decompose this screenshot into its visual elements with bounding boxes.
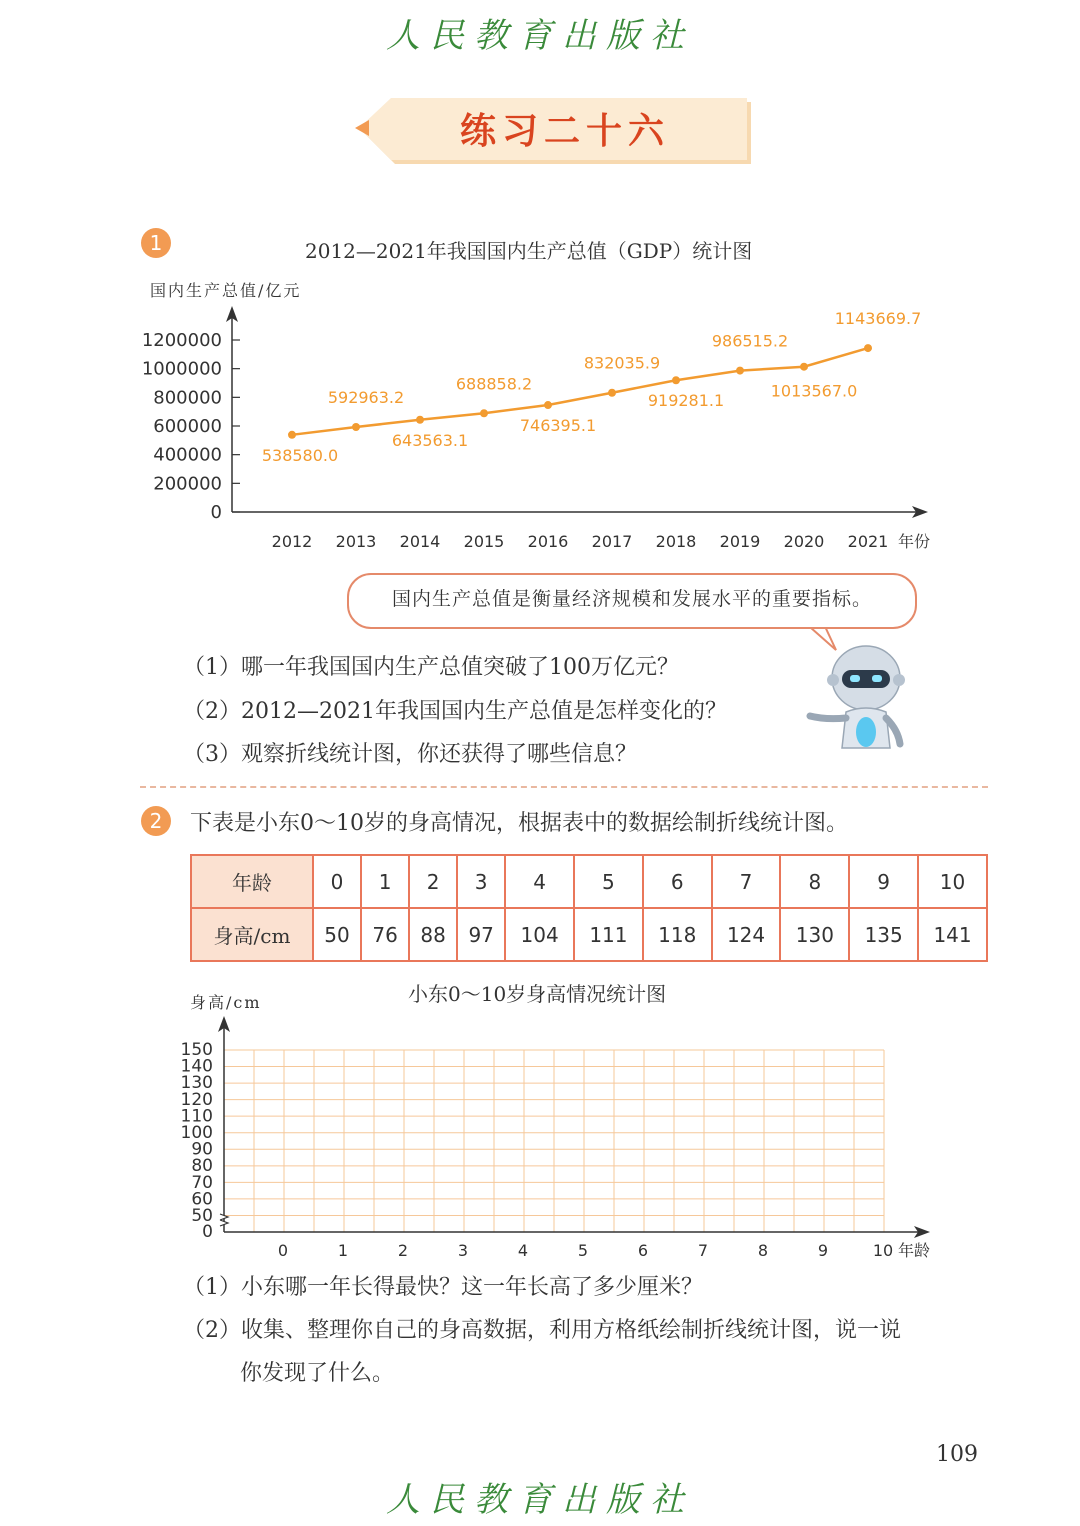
gdp-x-tick-label: 2013 [335,532,377,551]
gdp-chart-title: 2012—2021年我国国内生产总值（GDP）统计图 [305,239,753,263]
height-y-tick-label: 140 [180,1056,213,1077]
gdp-data-point [352,423,360,431]
gdp-data-label: 688858.2 [455,374,533,394]
height-y-tick-label: 80 [191,1156,213,1177]
table-cell: 135 [849,908,918,961]
height-y-tick-label: 100 [180,1123,213,1143]
publisher-footer: 人民教育出版社 [386,1480,694,1520]
gdp-data-label: 592963.2 [327,388,405,408]
height-y-tick-label: 0 [202,1222,213,1242]
table-cell: 8 [780,855,849,908]
table-cell: 4 [505,855,574,908]
gdp-line-chart [0,300,1080,562]
table-cell: 124 [712,908,781,961]
gdp-y-tick-label: 200000 [153,473,222,495]
gdp-x-axis-unit: 年份 [898,532,931,551]
height-x-tick-label: 8 [757,1241,769,1260]
table-cell: 97 [457,908,505,961]
table-cell: 9 [849,855,918,908]
exercise-2-question-2: （2）收集、整理你自己的身高数据，利用方格纸绘制折线统计图，说一说 [183,1318,901,1343]
table-cell: 6 [643,855,712,908]
gdp-y-tick-label: 800000 [153,387,222,409]
gdp-y-axis-label: 国内生产总值/亿元 [150,281,302,300]
height-x-tick-label: 0 [277,1241,289,1260]
table-cell: 7 [712,855,781,908]
height-y-tick-label: 150 [180,1040,213,1060]
height-x-tick-label: 1 [337,1241,349,1260]
gdp-data-label: 919281.1 [647,391,725,411]
gdp-x-tick-label: 2018 [655,532,697,551]
gdp-data-label: 986515.2 [711,331,789,351]
table-cell: 10 [918,855,987,908]
table-cell: 118 [643,908,712,961]
gdp-data-point [736,367,744,375]
gdp-data-point [672,376,680,384]
table-row-height [191,908,987,961]
height-grid-chart [0,1010,1080,1266]
gdp-data-label: 643563.1 [391,430,469,450]
height-y-tick-label: 120 [180,1089,213,1110]
gdp-y-tick-label: 600000 [153,416,222,437]
page-number: 109 [936,1442,978,1467]
height-x-axis-unit: 年龄 [898,1241,931,1260]
height-x-tick-label: 2 [397,1241,409,1260]
exercise-2-prompt: 下表是小东0～10岁的身高情况，根据表中的数据绘制折线统计图。 [190,811,848,836]
publisher-header: 人民教育出版社 [386,16,694,56]
table-cell: 5 [574,855,643,908]
gdp-x-tick-label: 2021 [847,532,889,551]
table-cell: 1 [361,855,409,908]
gdp-y-tick-label: 1000000 [141,358,222,380]
table-cell: 50 [313,908,361,961]
height-y-tick-label: 70 [191,1172,213,1193]
gdp-y-tick-label: 1200000 [141,330,222,351]
gdp-x-tick-label: 2015 [463,532,505,551]
height-y-tick-label: 50 [191,1206,213,1226]
table-row-age [191,855,987,908]
height-x-tick-label: 5 [577,1241,589,1260]
height-x-tick-label: 4 [517,1241,529,1260]
exercise-1-question-2: （2）2012—2021年我国国内生产总值是怎样变化的？ [183,699,727,724]
height-y-tick-label: 90 [191,1139,213,1160]
gdp-x-tick-label: 2012 [271,532,313,551]
gdp-data-point [288,431,296,439]
gdp-y-tick-label: 400000 [153,444,222,466]
gdp-data-point [416,416,424,424]
exercise-2-badge: 2 [141,806,171,836]
section-divider [140,786,988,788]
height-y-axis-label: 身高/cm [190,993,262,1012]
gdp-data-point [544,401,552,409]
table-cell: 130 [780,908,849,961]
gdp-x-tick-label: 2020 [783,532,825,551]
gdp-data-point [608,389,616,397]
page-title: 练习二十六 [459,110,670,152]
speech-bubble-text: 国内生产总值是衡量经济规模和发展水平的重要指标。 [391,588,872,610]
gdp-y-tick-label: 0 [210,502,222,523]
gdp-data-label: 746395.1 [519,416,597,436]
row-header-height: 身高/cm [191,908,313,961]
table-cell: 104 [505,908,574,961]
robot-icon [806,640,912,752]
height-x-tick-label: 6 [637,1241,649,1260]
height-y-tick-label: 130 [180,1073,213,1094]
exercise-1-question-3: （3）观察折线统计图，你还获得了哪些信息？ [183,742,637,767]
height-x-tick-label: 9 [817,1241,829,1260]
height-y-tick-label: 60 [191,1189,213,1210]
height-x-tick-label: 3 [457,1241,469,1260]
height-chart-title: 小东0～10岁身高情况统计图 [408,982,667,1006]
height-x-tick-label: 10 [872,1241,894,1260]
gdp-data-label: 1143669.7 [834,309,922,329]
table-cell: 88 [409,908,457,961]
gdp-data-label: 1013567.0 [770,381,858,401]
exercise-2-question-1: （1）小东哪一年长得最快？这一年长高了多少厘米？ [183,1275,703,1300]
height-y-tick-label: 110 [180,1106,213,1127]
exercise-2-question-2-cont: 你发现了什么。 [240,1361,395,1386]
gdp-data-point [800,363,808,371]
table-cell: 141 [918,908,987,961]
exercise-1-badge: 1 [141,228,171,258]
height-table [190,854,988,962]
exercise-1-question-1: （1）哪一年我国国内生产总值突破了100万亿元？ [183,655,679,680]
gdp-x-tick-label: 2017 [591,532,633,551]
height-x-tick-label: 7 [697,1241,709,1260]
gdp-data-label: 832035.9 [583,353,661,373]
table-cell: 0 [313,855,361,908]
table-cell: 2 [409,855,457,908]
row-header-age: 年龄 [191,855,313,908]
gdp-x-tick-label: 2016 [527,532,569,551]
gdp-data-label: 538580.0 [261,445,339,465]
table-cell: 76 [361,908,409,961]
gdp-x-tick-label: 2014 [399,532,441,551]
gdp-data-point [480,409,488,417]
gdp-x-tick-label: 2019 [719,532,761,551]
table-cell: 111 [574,908,643,961]
gdp-data-point [864,344,872,352]
table-cell: 3 [457,855,505,908]
